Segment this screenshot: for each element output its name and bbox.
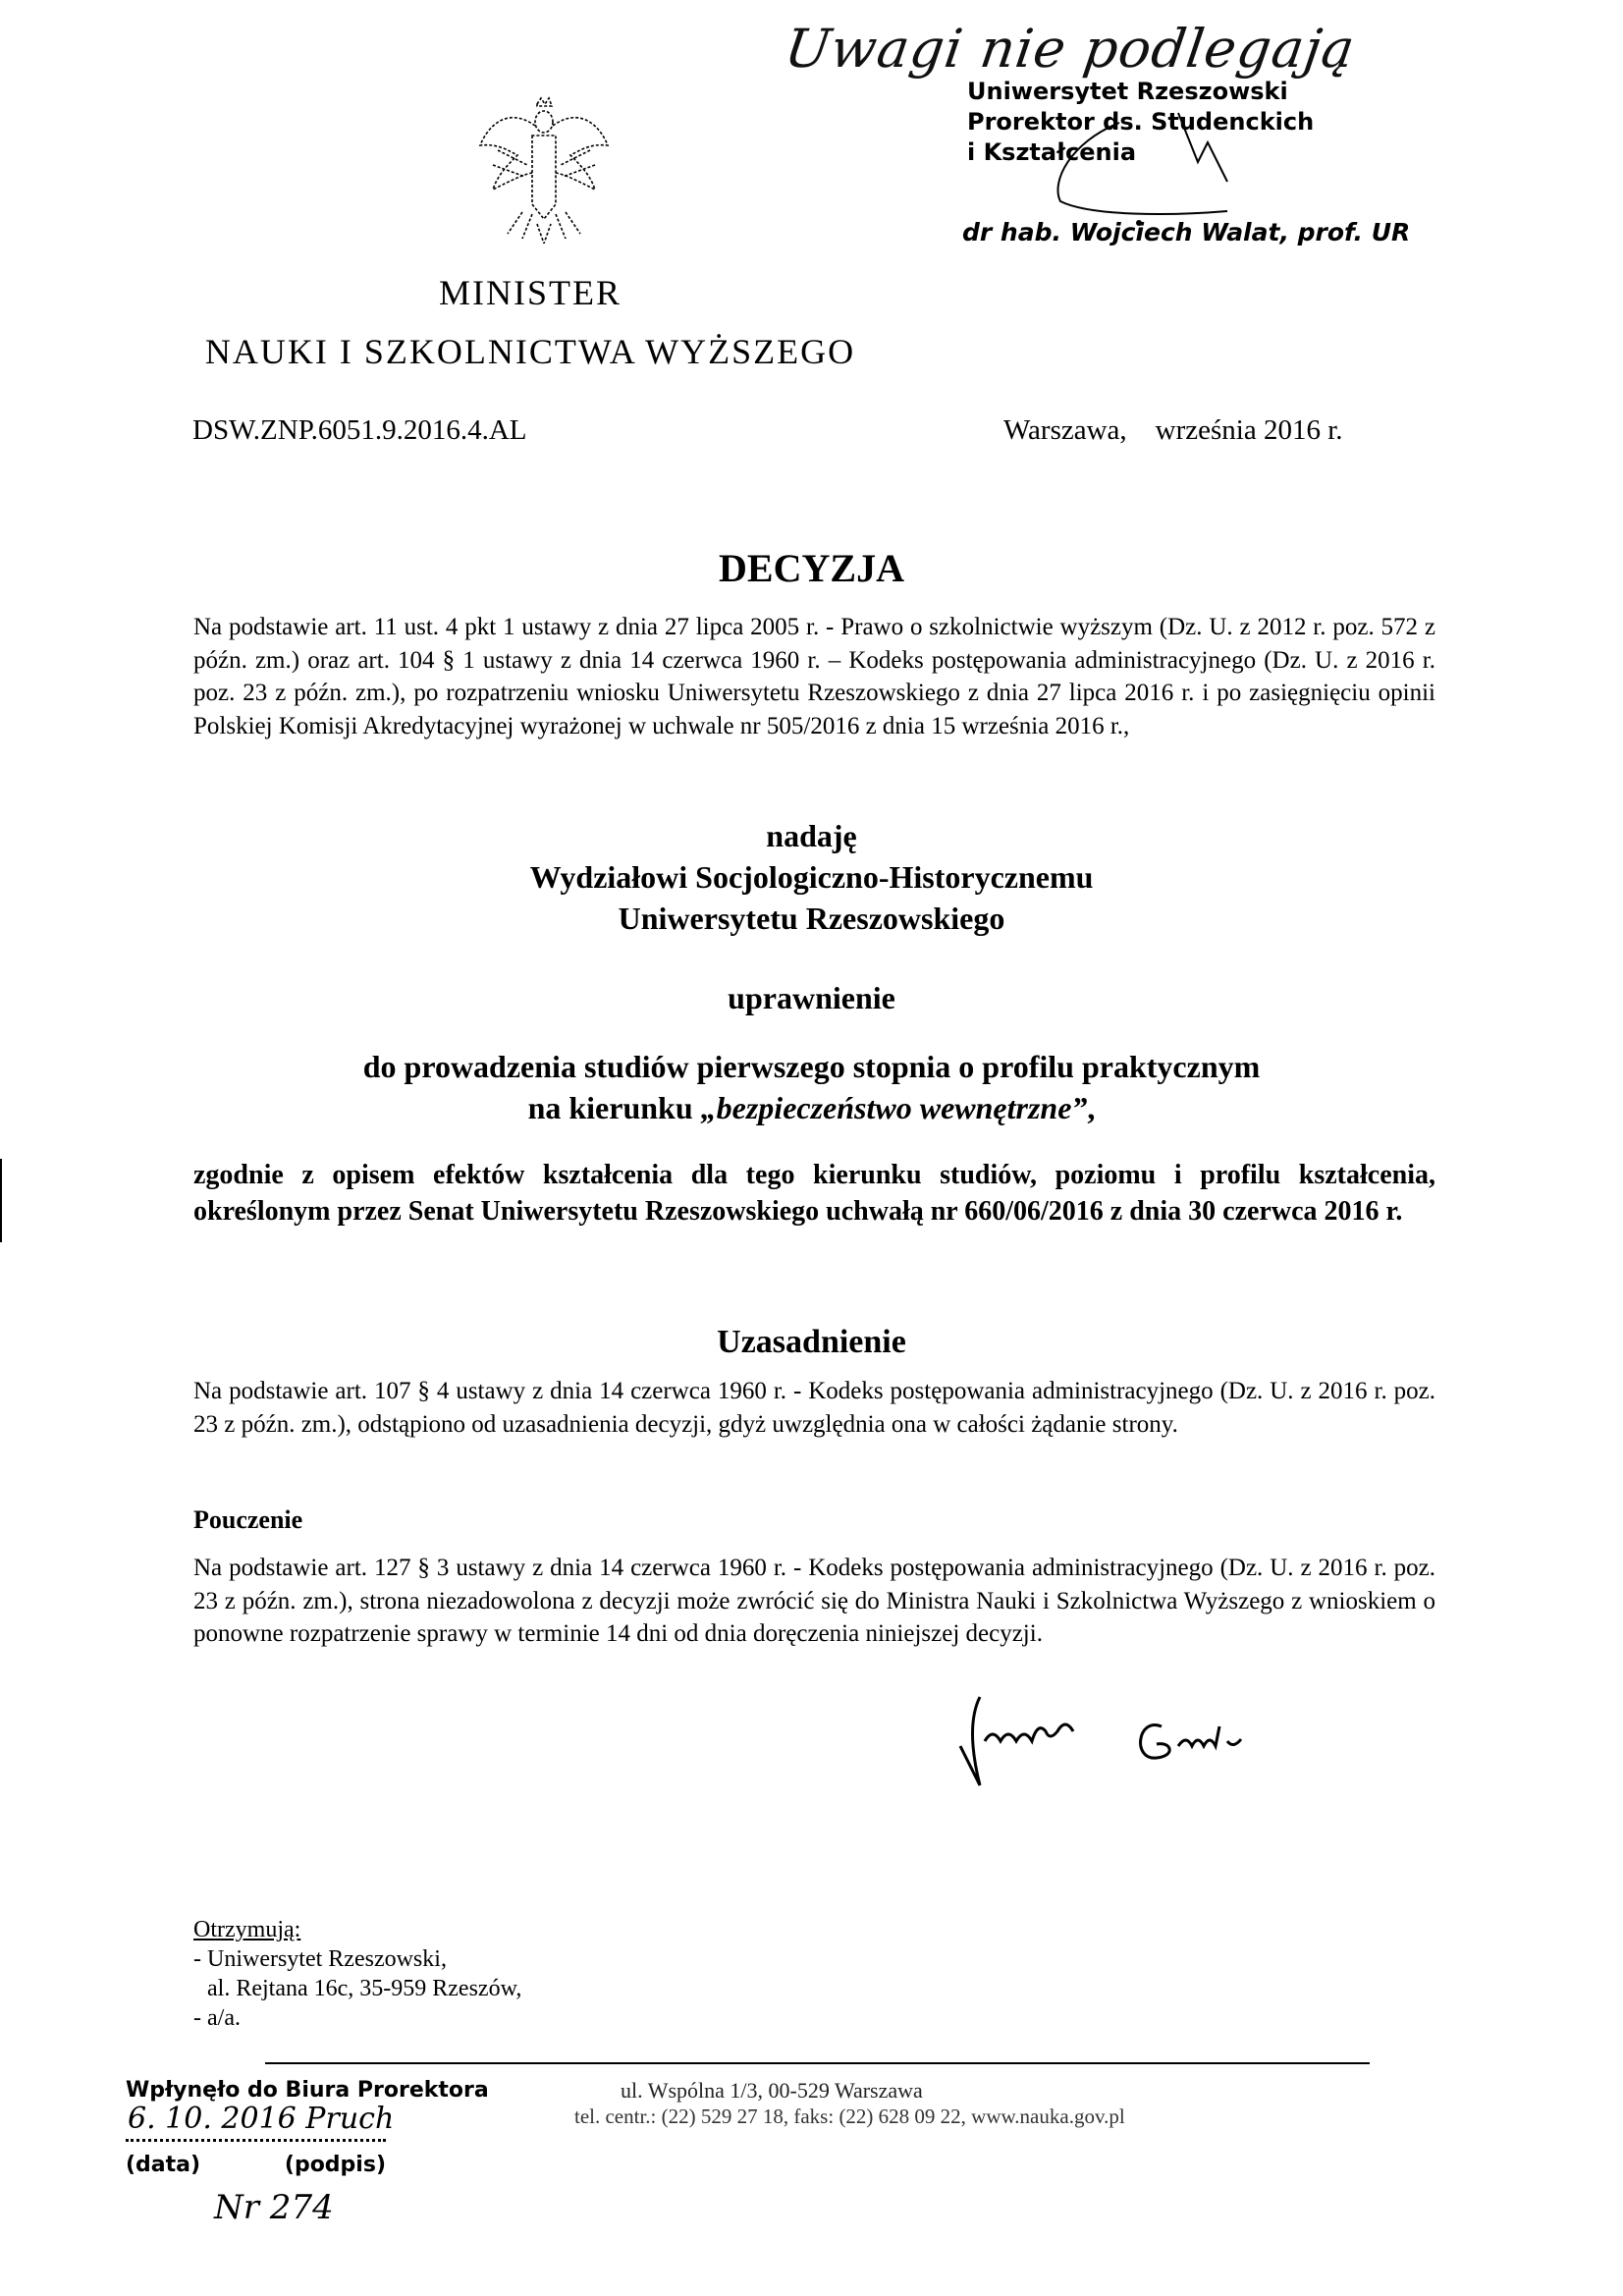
place-and-date: Warszawa, września 2016 r. [1003,414,1343,446]
footer-contact: tel. centr.: (22) 529 27 18, faks: (22) 628 09 22, www.nauka.gov.pl [574,2105,1125,2128]
scope-prefix: na kierunku [527,1090,701,1125]
decision-legal-basis: Na podstawie art. 11 ust. 4 pkt 1 ustawy z dnia 27 lipca 2005 r. - Prawo o szkolnictwie wyższym (Dz. U. z 2012 r. poz. 572 z późn. zm.) oraz art. 104 § 1 ustawy z dnia 14 czerwca 1960 r. – Kodeks postępowania administracyjnego (Dz. U. z 2016 r. poz. 23 z późn. zm.), po rozpatrzeniu wniosku Uniwersytetu Rzeszowskiego z dnia 27 lipca 2016 r. i po zasięgnięciu opinii Polskiej Komisji Akredytacyjnej wyrażonej w uchwale nr 505/2016 z dnia 15 września 2016 r., [193,614,1435,739]
recipient-item: - Uniwersytet Rzeszowski, [193,1946,447,1972]
compliance-statement: zgodnie z opisem efektów kształcenia dla tego kierunku studiów, poziomu i profilu kształcenia, określonym przez Senat Uniwersytetu Rzeszowskiego uchwałą nr 660/06/2016 z dnia 30 czerwca 2016 r. [193,1160,1435,1227]
stamp-signature-scribble-icon [1031,103,1286,226]
scan-artifact-line [0,1159,2,1242]
grant-recipient-university: Uniwersytetu Rzeszowskiego [618,901,1005,936]
stamp-line: Uniwersytet Rzeszowski [967,78,1288,105]
received-handwritten-date: 6. 10. 2016 Pruch [128,2102,395,2136]
scope-line-1: do prowadzenia studiów pierwszego stopnia o profilu praktycznym [362,1049,1261,1084]
recipients-heading: Otrzymują: [193,1917,301,1942]
justification-text: Na podstawie art. 107 § 4 ustawy z dnia 14 czerwca 1960 r. - Kodeks postępowania administracyjnego (Dz. U. z 2016 r. poz. 23 z późn. zm.), odstąpiono od uzasadnienia decyzji, gdyż uwzględnia ona w całości żądanie strony. [193,1378,1435,1438]
field-of-study: „bezpieczeństwo wewnętrzne” [700,1090,1088,1125]
received-dotted-line [126,2139,386,2142]
scope-line-2 [0,1087,1623,1128]
instruction-title: Pouczenie [193,1505,303,1534]
grant-recipient-faculty: Wydziałowi Socjologiczno-Historycznemu [529,859,1094,895]
received-stamp-label: Wpłynęło do Biura Prorektora [126,2078,489,2103]
scope-suffix: , [1087,1090,1096,1125]
recipients-list [193,1915,521,2033]
stamp-line: i Kształcenia [967,138,1137,166]
polish-eagle-emblem-icon [478,96,611,244]
recipient-address: al. Rejtana 16c, 35-959 Rzeszów, [207,1976,522,2001]
recipient-item: - a/a. [193,2005,241,2031]
stamp-signer-name: dr hab. Wojciech Walat, prof. UR [962,218,1411,246]
grant-verb: nadaję [766,818,857,853]
instruction-text: Na podstawie art. 127 § 3 ustawy z dnia 14 czerwca 1960 r. - Kodeks postępowania administracyjnego (Dz. U. z 2016 r. poz. 23 z późn. zm.), strona niezadowolona z decyzji może zwrócić się do Ministra Nauki i Szkolnictwa Wyższego z wnioskiem o ponowne rozpatrzenie sprawy w terminie 14 dni od dnia doręczenia niniejszej decyzji. [193,1555,1435,1647]
ministry-heading [187,263,874,381]
signature-label: (podpis) [284,2153,386,2177]
scope-block [0,1046,1623,1128]
date-label: (data) [126,2153,201,2177]
handwritten-annotation: Uwagi nie podlegają [781,18,1360,80]
minister-signature-icon [950,1687,1284,1795]
ministry-line-1: MINISTER [439,273,622,312]
justification-title: Uzasadnienie [717,1324,906,1360]
received-handwritten-number: Nr 274 [214,2188,334,2227]
grant-block [0,815,1623,939]
footer-address: ul. Wspólna 1/3, 00-529 Warszawa [621,2078,923,2103]
reference-number: DSW.ZNP.6051.9.2016.4.AL [192,414,527,446]
received-labels [126,2153,386,2177]
decision-title: DECYZJA [719,546,904,590]
stamp-line: Prorektor ds. Studenckich [967,108,1315,136]
entitlement-label: uprawnienie [728,980,895,1015]
ministry-line-2: NAUKI I SZKOLNICTWA WYŻSZEGO [204,332,856,371]
footer-divider [265,2062,1370,2064]
